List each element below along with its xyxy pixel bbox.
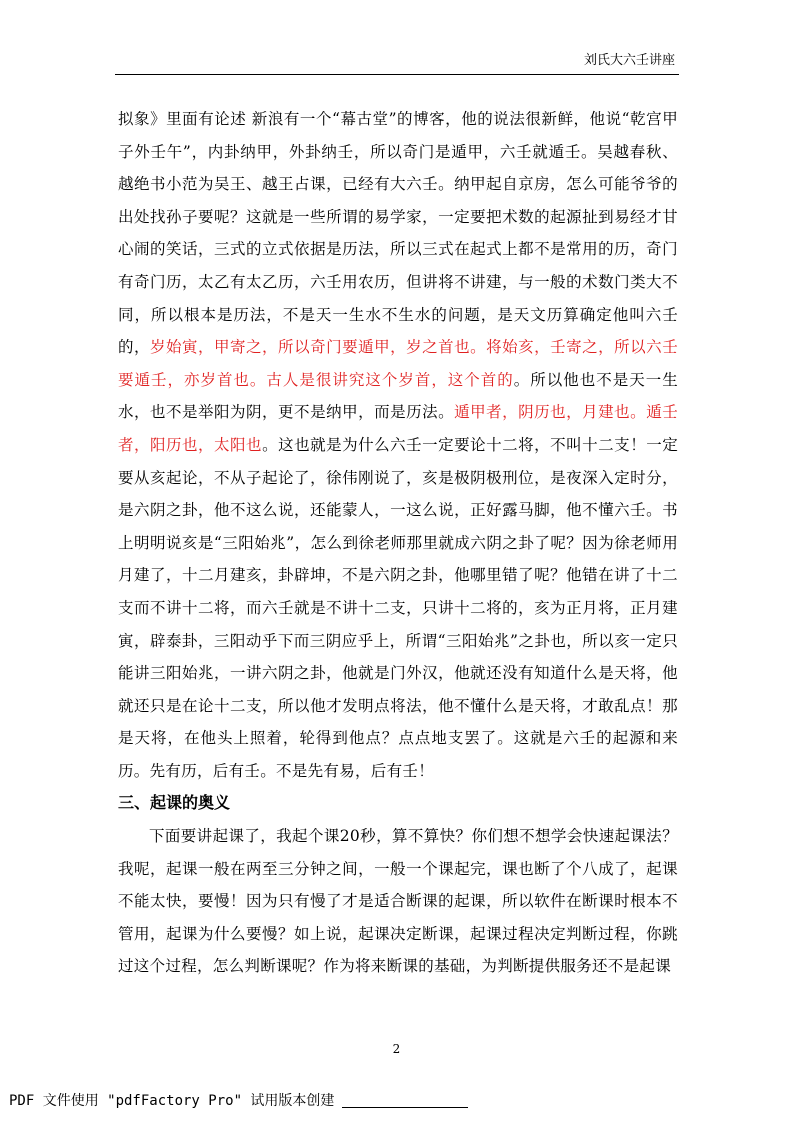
text-run: 拟象》里面有论述 新浪有一个“幕古堂”的博客，他的说法很新鲜，他说“乾宫甲子外壬午”，内卦纳甲，外卦纳壬，所以奇门是遁甲，六壬就遁壬。吴越春秋、越绝书小范为吴王、越王占课，已经有大六壬。纳甲起自京房，怎么可能爷爷的出处找孙子要呢？这就是一些所谓的易学家，一定要把术数的起源扯到易经才甘心闹的笑话，三式的立式依据是历法，所以三式在起式上都不是常用的历，奇门有奇门历，太乙有太乙历，六壬用农历，但讲将不讲建，与一般的术数门类大不同，所以根本是历法，不是天一生水不生水的问题，是天文历算确定他叫六壬的， xyxy=(118,110,678,357)
pdf-footer xyxy=(9,1090,468,1110)
highlighted-text-run: 遁甲者，阴历也，月建也。遁壬者，阳历也，太阳也 xyxy=(118,403,678,454)
section-heading: 三、起课的奥义 xyxy=(118,793,231,813)
body-paragraph-1 xyxy=(118,103,678,787)
text-run: 。这也就是为什么六壬一定要论十二将，不叫十二支！一定要从亥起论，不从子起论了，徐伟刚说了，亥是极阴极刑位，是夜深入定时分，是六阴之卦，他不这么说，还能蒙人，一这么说，正好露马脚，他不懂六壬。书上明明说亥是“三阳始兆”，怎么到徐老师那里就成六阴之卦了呢？因为徐老师用月建了，十二月建亥，卦辟坤，不是六阴之卦，他哪里错了呢？他错在讲了十二支而不讲十二将，而六壬就是不讲十二支，只讲十二将的，亥为正月将，正月建寅，辟泰卦，三阳动乎下而三阴应乎上，所谓“三阳始兆”之卦也，所以亥一定只能讲三阳始兆，一讲六阴之卦，他就是门外汉，他就还没有知道什么是天将，他就还只是在论十二支，所以他才发明点将法，他不懂什么是天将，才敢乱点！那是天将，在他头上照着，轮得到他点？点点地支罢了。这就是六壬的起源和来历。先有历，后有壬。不是先有易，后有壬！ xyxy=(118,435,678,780)
page-content xyxy=(118,103,678,983)
page-number: 2 xyxy=(392,1042,401,1056)
text-run: 。所以他也不是天一生水，也不是举阳为阴，更不是纳甲，而是历法。 xyxy=(118,370,678,422)
footer-link-underline[interactable] xyxy=(342,1107,468,1108)
footer-text: PDF 文件使用 "pdfFactory Pro" 试用版本创建 xyxy=(9,1093,335,1109)
highlighted-text-run: 岁始寅，甲寄之，所以奇门要遁甲，岁之首也。将始亥，壬寄之，所以六壬要遁壬，亦岁首也。古人是很讲究这个岁首，这个首的 xyxy=(118,338,678,389)
header-divider xyxy=(115,74,679,75)
running-header: 刘氏大六壬讲座 xyxy=(583,53,675,68)
body-paragraph-2: 下面要讲起课了，我起个课20秒，算不算快？你们想不想学会快速起课法？我呢，起课一般在两至三分钟之间，一般一个课起完，课也断了个八成了，起课不能太快，要慢！因为只有慢了才是适合断课的起课，所以软件在断课时根本不管用，起课为什么要慢？如上说，起课决定断课，起课过程决定判断过程，你跳过这个过程，怎么判断课呢？作为将来断课的基础，为判断提供服务还不是起课 xyxy=(118,827,678,976)
